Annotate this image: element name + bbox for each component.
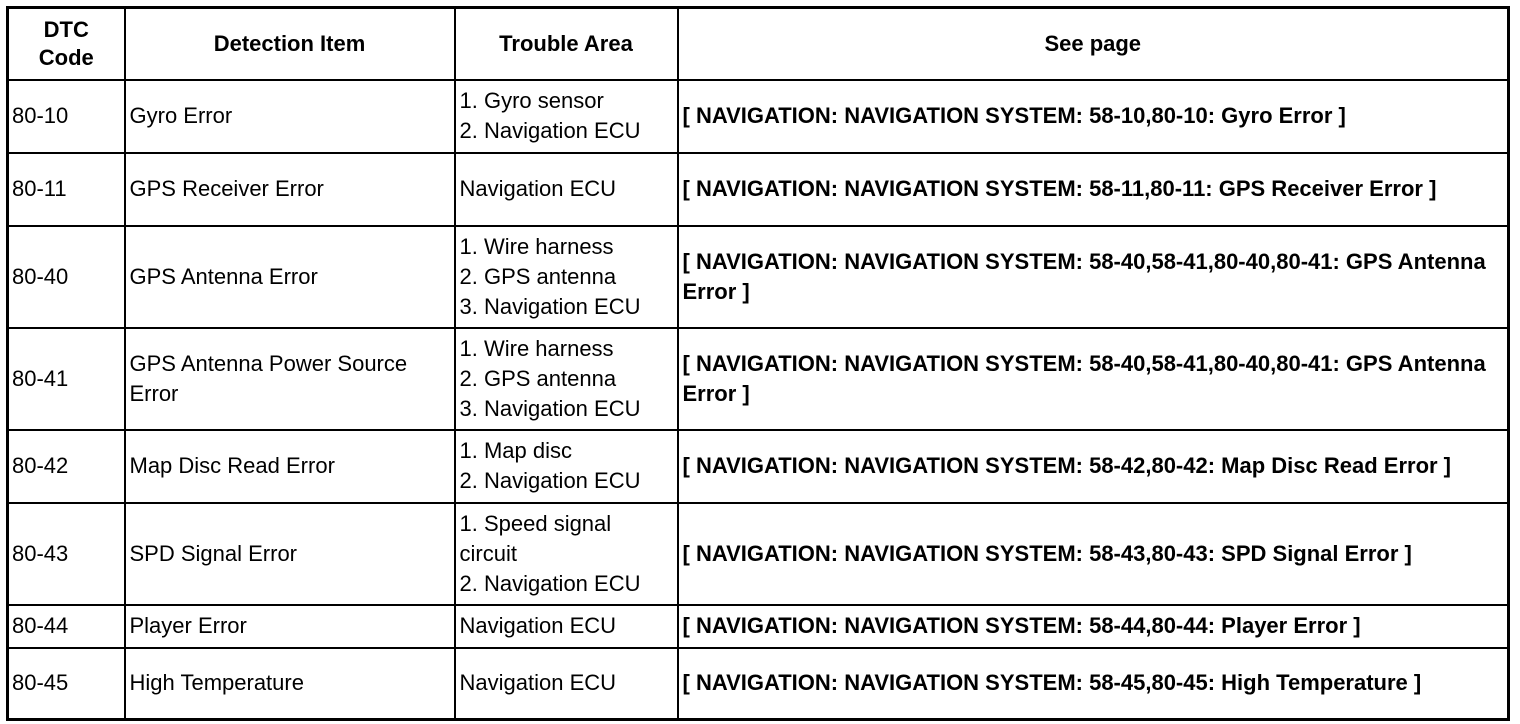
trouble-area	[455, 80, 678, 153]
trouble-area	[455, 430, 678, 503]
trouble-area-line: 2. GPS antenna	[459, 263, 617, 289]
table-row	[8, 430, 1509, 503]
see-page-link[interactable]: [ NAVIGATION: NAVIGATION SYSTEM: 58-10,80-10: Gyro Error ]	[678, 80, 1509, 153]
trouble-area-line: 2. GPS antenna	[459, 365, 617, 391]
detection-item: GPS Receiver Error	[125, 153, 455, 226]
trouble-area	[455, 153, 678, 226]
table-row	[8, 226, 1509, 328]
trouble-area-line: 3. Navigation ECU	[459, 395, 641, 421]
detection-item: High Temperature	[125, 648, 455, 720]
dtc-code: 80-44	[8, 605, 125, 648]
table-row	[8, 648, 1509, 720]
trouble-area-line: 3. Navigation ECU	[459, 293, 641, 319]
trouble-area-line: Navigation ECU	[459, 176, 617, 201]
dtc-code: 80-40	[8, 226, 125, 328]
dtc-code: 80-43	[8, 503, 125, 605]
see-page-link[interactable]: [ NAVIGATION: NAVIGATION SYSTEM: 58-42,80-42: Map Disc Read Error ]	[678, 430, 1509, 503]
table-row	[8, 605, 1509, 648]
dtc-code: 80-10	[8, 80, 125, 153]
trouble-area-line: 1. Wire harness	[459, 335, 614, 361]
trouble-area	[455, 605, 678, 648]
detection-item: SPD Signal Error	[125, 503, 455, 605]
header-row	[8, 8, 1509, 80]
detection-item: Player Error	[125, 605, 455, 648]
trouble-area-line: Navigation ECU	[459, 613, 617, 638]
trouble-area-line: 2. Navigation ECU	[459, 468, 641, 493]
header-dtc-code	[8, 8, 125, 80]
dtc-code: 80-45	[8, 648, 125, 720]
trouble-area-line: 1. Speed signal circuit	[459, 510, 612, 566]
trouble-area-line: 2. Navigation ECU	[459, 118, 641, 143]
header-detection-item: Detection Item	[125, 8, 455, 80]
see-page-link[interactable]: [ NAVIGATION: NAVIGATION SYSTEM: 58-11,80-11: GPS Receiver Error ]	[678, 153, 1509, 226]
header-dtc-code-line: DTC	[43, 16, 89, 42]
header-trouble-area: Trouble Area	[455, 8, 678, 80]
see-page-link[interactable]: [ NAVIGATION: NAVIGATION SYSTEM: 58-43,80-43: SPD Signal Error ]	[678, 503, 1509, 605]
table-row	[8, 328, 1509, 430]
header-dtc-code-line: Code	[38, 44, 94, 70]
dtc-code: 80-11	[8, 153, 125, 226]
detection-item: Map Disc Read Error	[125, 430, 455, 503]
dtc-table	[6, 6, 1510, 721]
header-see-page: See page	[678, 8, 1509, 80]
see-page-link[interactable]: [ NAVIGATION: NAVIGATION SYSTEM: 58-45,80-45: High Temperature ]	[678, 648, 1509, 720]
detection-item: Gyro Error	[125, 80, 455, 153]
dtc-code: 80-41	[8, 328, 125, 430]
trouble-area	[455, 226, 678, 328]
trouble-area-line: 2. Navigation ECU	[459, 570, 641, 596]
trouble-area	[455, 328, 678, 430]
trouble-area-line: 1. Wire harness	[459, 233, 614, 259]
trouble-area	[455, 503, 678, 605]
trouble-area-line: Navigation ECU	[459, 670, 617, 696]
table-row	[8, 153, 1509, 226]
trouble-area-line: 1. Gyro sensor	[459, 88, 604, 113]
dtc-code: 80-42	[8, 430, 125, 503]
detection-item: GPS Antenna Power Source Error	[125, 328, 455, 430]
table-row	[8, 503, 1509, 605]
see-page-link[interactable]: [ NAVIGATION: NAVIGATION SYSTEM: 58-40,58-41,80-40,80-41: GPS Antenna Error ]	[678, 328, 1509, 430]
table-row	[8, 80, 1509, 153]
see-page-link[interactable]: [ NAVIGATION: NAVIGATION SYSTEM: 58-44,80-44: Player Error ]	[678, 605, 1509, 648]
trouble-area-line: 1. Map disc	[459, 438, 572, 463]
see-page-link[interactable]: [ NAVIGATION: NAVIGATION SYSTEM: 58-40,58-41,80-40,80-41: GPS Antenna Error ]	[678, 226, 1509, 328]
trouble-area	[455, 648, 678, 720]
detection-item: GPS Antenna Error	[125, 226, 455, 328]
